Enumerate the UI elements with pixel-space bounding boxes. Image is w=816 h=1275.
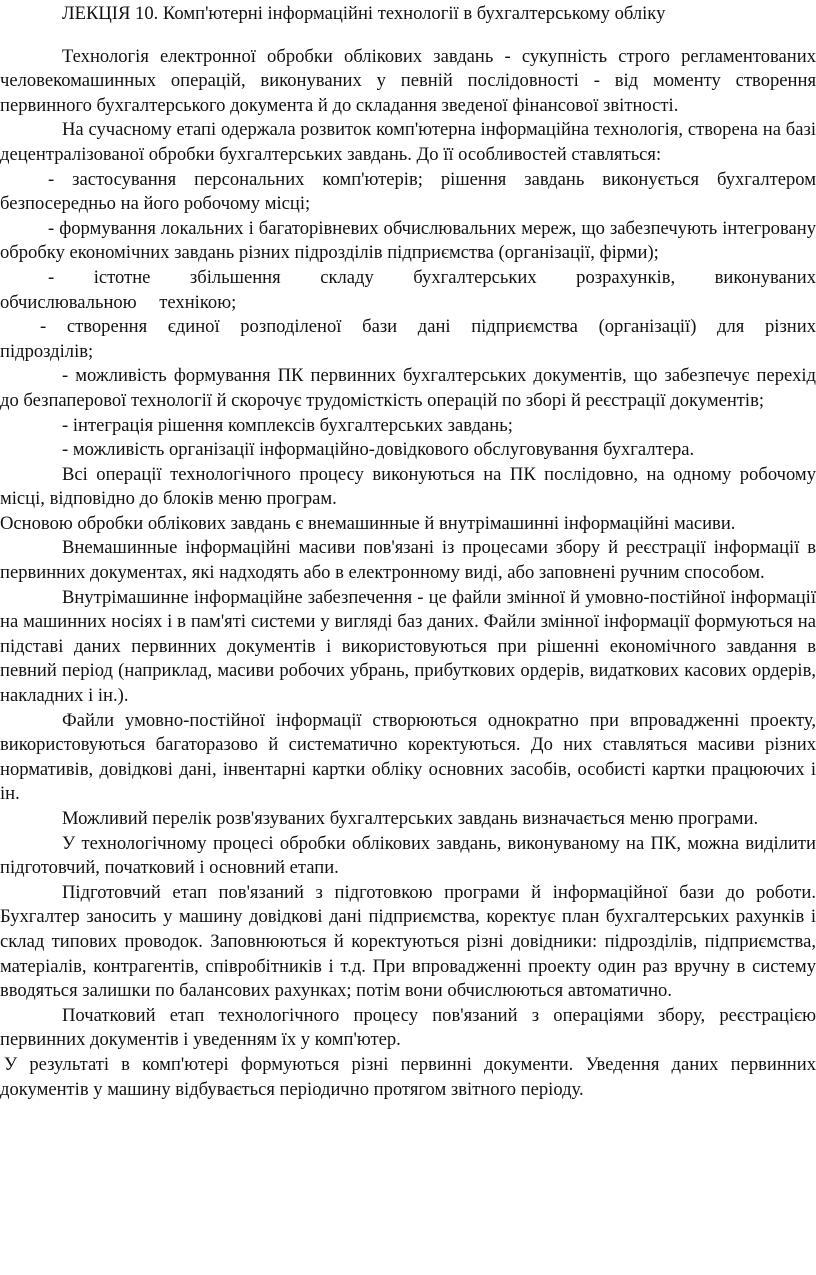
list-item-personal-computers: - застосування персональних комп'ютерів; рішення завдань виконується бухгалтером безпосередньо на його робочому місці;	[0, 168, 816, 215]
paragraph-current-stage: На сучасному етапі одержала розвиток комп'ютерна інформаційна технологія, створена на базі децентралізованої обробки бухгалтерських завдань. До її особливостей ставляться:	[0, 119, 816, 165]
paragraph-external-arrays: Внемашинные інформаційні масиви пов'язані із процесами збору й реєстрації інформації в первинних документах, які надходять або в електронному виді, або заповнені ручним способом.	[0, 537, 816, 584]
paragraph-initial-stage: Початковий етап технологічного процесу пов'язаний з операціями збору, реєстрацією первинних документів і уведенням їх у комп'ютер.	[0, 1004, 816, 1051]
paragraph-internal-support: Внутрімашинне інформаційне забезпечення - це файли змінної й умовно-постійної інформації на машинних носіях і в пам'яті системи у вигляді баз даних. Файли змінної інформації формуються на підставі даних первинних документів і використовуються при рішенні економічного завдання в певний період (наприклад, масиви робочих убрань, прибуткових ордерів, видаткових касових ордерів, накладних і ін.).	[0, 586, 816, 707]
list-item-networks: - формування локальних і багаторівневих обчислювальних мереж, що забезпечують інтегровану обробку економічних завдань різних підрозділів підприємства (організації, фірми);	[0, 217, 816, 264]
list-item-reference-service: - можливість організації інформаційно-довідкового обслуговування бухгалтера.	[62, 439, 695, 461]
list-item-calculations: - істотне збільшення складу бухгалтерських розрахунків, виконуваних обчислювальною технікою;	[0, 266, 816, 313]
paragraph-definition: Технологія електронної обробки облікових завдань - сукупність строго регламентованих человекомашинных операцій, виконуваних у певній послідовності - від моменту створення первинного бухгалтерського документа й до складання зведеної фінансової звітності.	[0, 45, 816, 116]
paragraph-operations: Всі операції технологічного процесу виконуються на ПК послідовно, на одному робочому місці, відповідно до блоків меню програм.	[0, 463, 816, 510]
paragraph-stages: У технологічному процесі обробки облікових завдань, виконуваному на ПК, можна виділити підготовчий, початковий і основний етапи.	[0, 832, 816, 879]
paragraph-task-list: Можливий перелік розв'язуваних бухгалтерських завдань визначається меню програми.	[62, 808, 759, 829]
paragraph-preparatory-stage: Підготовчий етап пов'язаний з підготовкою програми й інформаційної бази до роботи. Бухгалтер заносить у машину довідкові дані підприємства, коректує план бухгалтерських рахунків і склад типових проводок. Заповнюються й коректуються різні довідники: підрозділів, підприємства, матеріалів, контрагентів, співробітників і т.д. При впровадженні проекту один раз вручну в систему вводяться залишки по балансових рахунках; потім вони обчислюються автоматично.	[0, 881, 816, 1002]
paragraph-result: У результаті в комп'ютері формуються різні первинні документи. Уведення даних первинних документів у машину відбувається періодично протягом звітного періоду.	[0, 1053, 816, 1100]
lecture-title: ЛЕКЦІЯ 10. Комп'ютерні інформаційні технології в бухгалтерському обліку	[62, 3, 666, 24]
list-item-paperless: - можливість формування ПК первинних бухгалтерських документів, що забезпечує перехід до безпаперової технології й скорочує трудомісткість операцій по зборі й реєстрації документів;	[0, 365, 816, 411]
paragraph-basis: Основою обробки облікових завдань є внемашинные й внутрімашинні інформаційні масиви.	[0, 512, 736, 534]
list-item-database: - створення єдиної розподіленої бази дані підприємства (організації) для різних підрозділів;	[0, 316, 816, 362]
list-item-integration: - інтеграція рішення комплексів бухгалтерських завдань;	[62, 414, 513, 436]
paragraph-conditional-files: Файли умовно-постійної інформації створюються однократно при впровадженні проекту, використовуються багаторазово й систематично коректуються. До них ставляться масиви різних нормативів, довідкові дані, інвентарні картки обліку основних засобів, особисті картки працюючих і ін.	[0, 709, 816, 805]
